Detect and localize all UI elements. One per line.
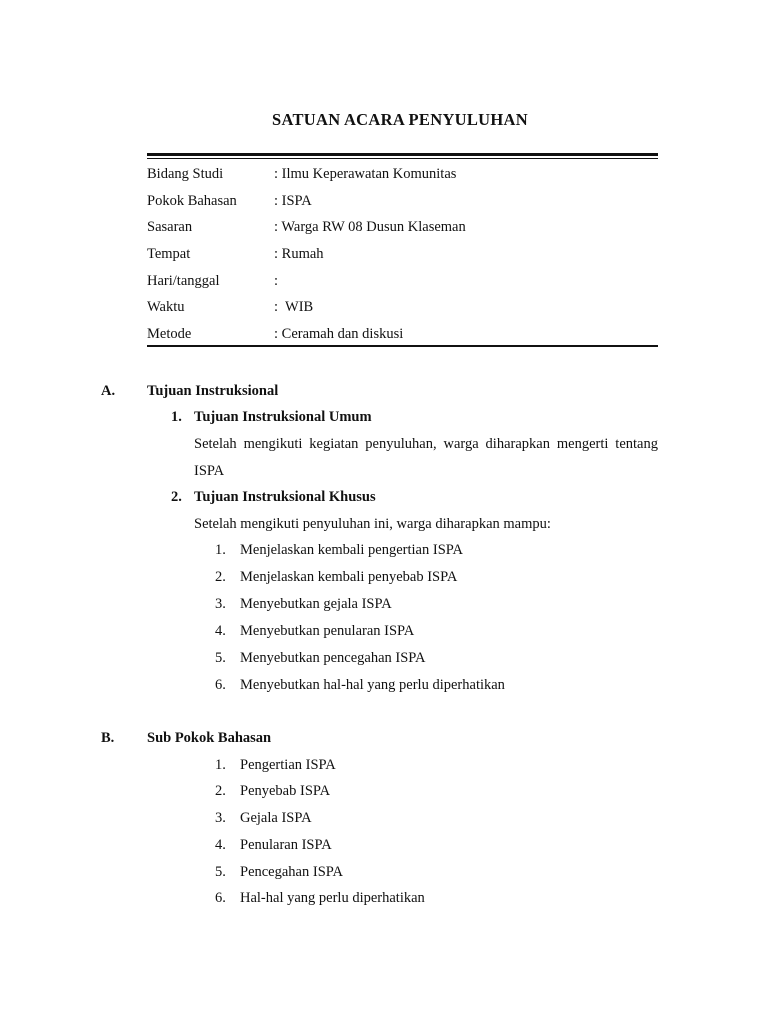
list-item-number: 6. (215, 890, 226, 906)
list-item: Pengertian ISPA (240, 757, 336, 773)
info-label-tempat: Tempat (147, 246, 191, 262)
list-item-number: 2. (215, 569, 226, 585)
list-item-number: 3. (215, 596, 226, 612)
info-value-metode: : Ceramah dan diskusi (274, 326, 404, 342)
list-item: Gejala ISPA (240, 810, 312, 826)
info-value-tempat: : Rumah (274, 246, 324, 262)
list-item-number: 1. (215, 542, 226, 558)
section-b-letter: B. (101, 730, 115, 746)
info-label-pokok-bahasan: Pokok Bahasan (147, 193, 237, 209)
subsection-2-title: Tujuan Instruksional Khusus (194, 489, 376, 505)
list-item: Menyebutkan pencegahan ISPA (240, 650, 426, 666)
section-a-letter: A. (101, 383, 116, 399)
list-item-number: 3. (215, 810, 226, 826)
info-value-sasaran: : Warga RW 08 Dusun Klaseman (274, 219, 466, 235)
list-item-number: 1. (215, 757, 226, 773)
list-item: Penularan ISPA (240, 837, 332, 853)
subsection-1-paragraph: Setelah mengikuti kegiatan penyuluhan, warga diharapkan mengerti tentang ISPA (194, 436, 658, 479)
info-label-sasaran: Sasaran (147, 219, 193, 235)
subsection-1-title: Tujuan Instruksional Umum (194, 409, 372, 425)
list-item-number: 5. (215, 864, 226, 880)
list-item-number: 5. (215, 650, 226, 666)
info-label-waktu: Waktu (147, 299, 185, 315)
list-item: Menyebutkan gejala ISPA (240, 596, 392, 612)
section-b-title: Sub Pokok Bahasan (147, 730, 272, 746)
subsection-2-number: 2. (171, 489, 182, 505)
info-label-bidang-studi: Bidang Studi (147, 166, 224, 182)
list-item-number: 4. (215, 837, 226, 853)
list-item-number: 6. (215, 677, 226, 693)
list-item-number: 2. (215, 783, 226, 799)
list-item: Menjelaskan kembali pengertian ISPA (240, 542, 463, 558)
list-item: Menyebutkan hal-hal yang perlu diperhatikan (240, 677, 505, 693)
info-value-hari-tanggal: : (274, 273, 279, 289)
table-top-rule-thin (147, 158, 658, 159)
list-item: Menyebutkan penularan ISPA (240, 623, 415, 639)
list-item: Hal-hal yang perlu diperhatikan (240, 890, 425, 906)
document-title: SATUAN ACARA PENYULUHAN (272, 110, 528, 129)
section-a-title: Tujuan Instruksional (147, 383, 279, 399)
subsection-2-intro: Setelah mengikuti penyuluhan ini, warga diharapkan mampu: (194, 516, 551, 532)
info-label-metode: Metode (147, 326, 192, 342)
list-item-number: 4. (215, 623, 226, 639)
subsection-1-number: 1. (171, 409, 182, 425)
list-item: Menjelaskan kembali penyebab ISPA (240, 569, 458, 585)
info-value-waktu: : WIB (274, 299, 314, 315)
info-value-bidang-studi: : Ilmu Keperawatan Komunitas (274, 166, 457, 182)
table-bottom-rule (147, 345, 658, 347)
table-top-rule-thick (147, 153, 658, 156)
list-item: Penyebab ISPA (240, 783, 331, 799)
info-label-hari-tanggal: Hari/tanggal (147, 273, 220, 289)
info-value-pokok-bahasan: : ISPA (274, 193, 312, 209)
list-item: Pencegahan ISPA (240, 864, 343, 880)
